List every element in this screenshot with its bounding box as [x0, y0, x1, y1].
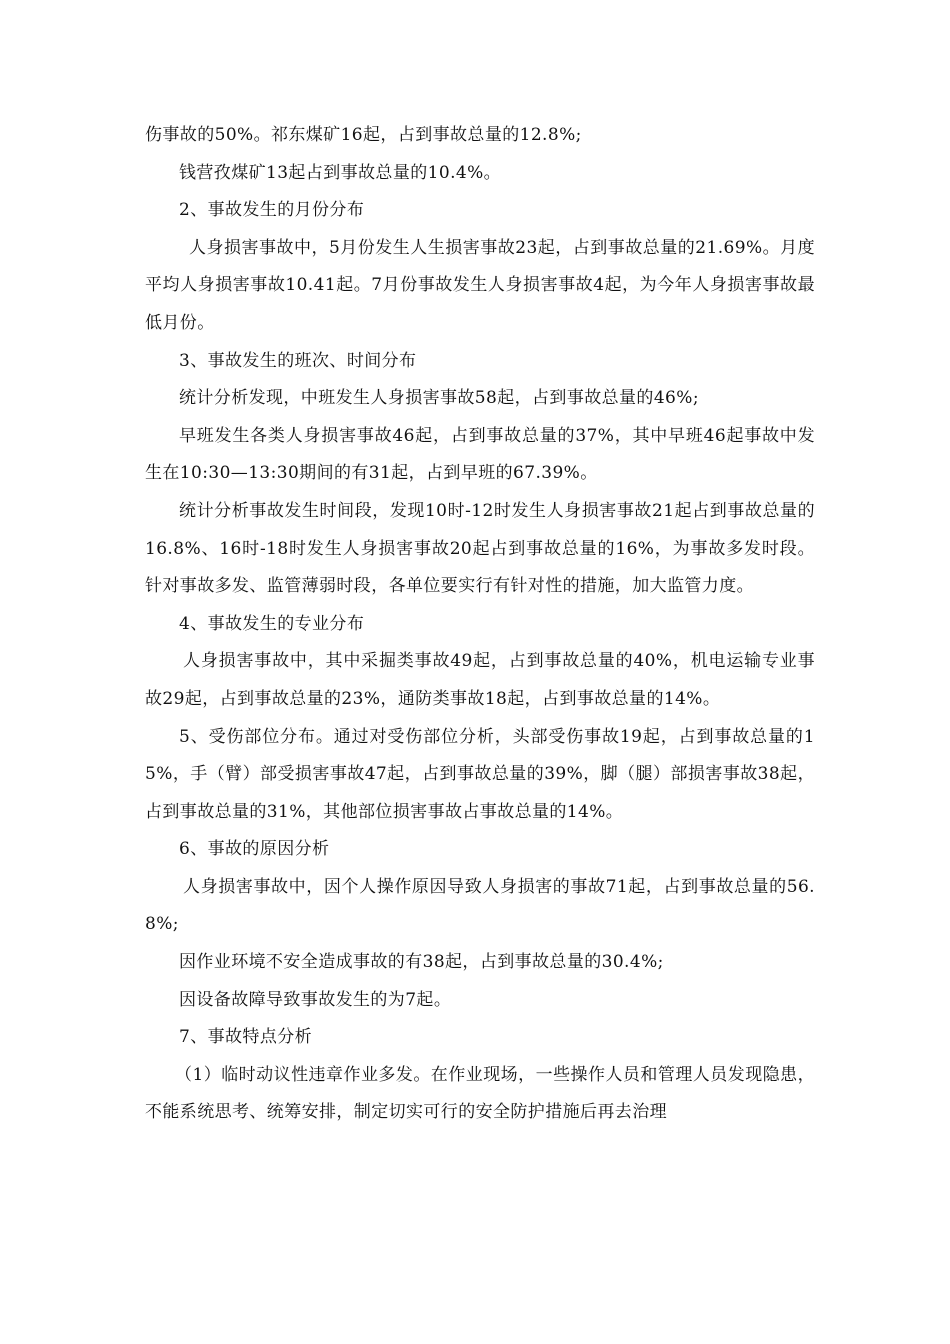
- paragraph-specialty-distribution: 人身损害事故中，其中采掘类事故49起，占到事故总量的40%，机电运输专业事故29起，占到事故总量的23%，通防类事故18起，占到事故总量的14%。: [145, 651, 815, 709]
- paragraph-temporary-violation: （1）临时动议性违章作业多发。在作业现场，一些操作人员和管理人员发现隐患，不能系统思考、统筹安排，制定切实可行的安全防护措施后再去治理: [145, 1064, 815, 1123]
- paragraph-continuation: 伤事故的50%。祁东煤矿16起，占到事故总量的12.8%;: [145, 125, 582, 145]
- heading-characteristics-analysis: 7、事故特点分析: [179, 1027, 313, 1048]
- paragraph-environment-cause: 因作业环境不安全造成事故的有38起，占到事故总量的30.4%;: [179, 952, 664, 973]
- paragraph-morning-shift: 早班发生各类人身损害事故46起，占到事故总量的37%，其中早班46起事故中发生在10:30—13:30期间的有31起，占到早班的67.39%。: [145, 425, 815, 484]
- paragraph-middle-shift: 统计分析发现，中班发生人身损害事故58起，占到事故总量的46%;: [179, 388, 699, 409]
- paragraph-personal-operation-cause: 人身损害事故中，因个人操作原因导致人身损害的事故71起，占到事故总量的56.8%;: [145, 876, 815, 935]
- paragraph-qianyingzi: 钱营孜煤矿13起占到事故总量的10.4%。: [179, 162, 502, 183]
- heading-month-distribution: 2、事故发生的月份分布: [179, 200, 365, 221]
- paragraph-equipment-cause: 因设备故障导致事故发生的为7起。: [179, 989, 452, 1010]
- paragraph-time-period: 统计分析事故发生时间段，发现10时-12时发生人身损害事故21起占到事故总量的16.8%、16时-18时发生人身损害事故20起占到事故总量的16%，为事故多发时段。针对事故多发、监管薄弱时段，各单位要实行有针对性的措施，加大监管力度。: [145, 500, 815, 597]
- document-body: [145, 117, 815, 1132]
- paragraph-injury-location: 5、受伤部位分布。通过对受伤部位分析，头部受伤事故19起，占到事故总量的15%，手（臂）部受损害事故47起，占到事故总量的39%，脚（腿）部损害事故38起，占到事故总量的31%，其他部位损害事故占事故总量的14%。: [145, 726, 815, 822]
- heading-cause-analysis: 6、事故的原因分析: [179, 839, 330, 860]
- heading-specialty-distribution: 4、事故发生的专业分布: [179, 613, 365, 634]
- heading-shift-time-distribution: 3、事故发生的班次、时间分布: [179, 350, 417, 371]
- paragraph-month-distribution: 人身损害事故中，5月份发生人生损害事故23起，占到事故总量的21.69%。月度平均人身损害事故10.41起。7月份事故发生人身损害事故4起，为今年人身损害事故最低月份。: [145, 237, 815, 333]
